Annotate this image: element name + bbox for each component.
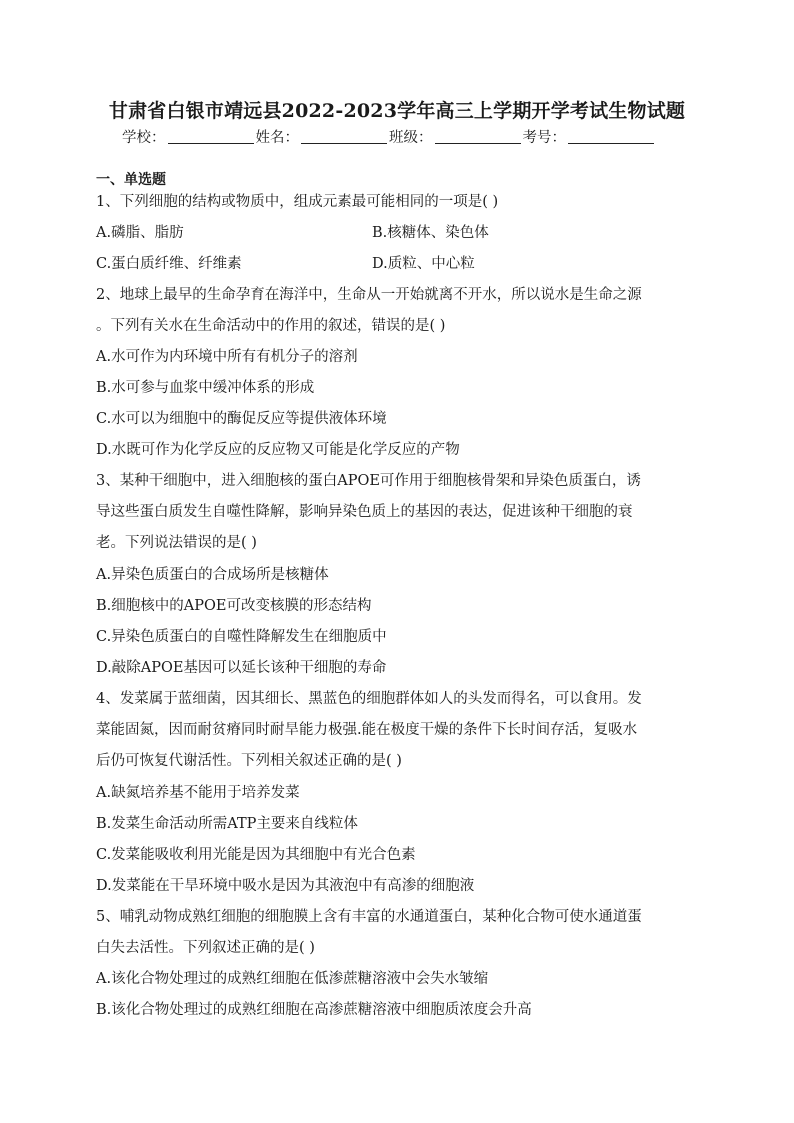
question-4-option-a: A.缺氮培养基不能用于培养发菜 — [96, 785, 300, 801]
question-4-option-d: D.发菜能在干旱环境中吸水是因为其液泡中有高渗的细胞液 — [96, 878, 475, 894]
question-3-stem-cont: 导这些蛋白质发生自噬性降解，影响异染色质上的基因的表达，促进该种干细胞的衰 — [96, 504, 633, 520]
question-4-stem: 4、发菜属于蓝细菌，因其细长、黑蓝色的细胞群体如人的头发而得名，可以食用。发 — [96, 691, 642, 707]
section-heading: 一、单选题 — [96, 172, 166, 188]
question-1-option-d: D.质粒、中心粒 — [372, 256, 475, 272]
question-3-stem: 3、某种干细胞中，进入细胞核的蛋白APOE可作用于细胞核骨架和异染色质蛋白，诱 — [96, 473, 641, 489]
question-3-option-d: D.敲除APOE基因可以延长该种干细胞的寿命 — [96, 660, 387, 676]
question-4-option-c: C.发菜能吸收利用光能是因为其细胞中有光合色素 — [96, 847, 416, 863]
question-4-stem-cont: 菜能固氮，因而耐贫瘠同时耐旱能力极强.能在极度干燥的条件下长时间存活，复吸水 — [96, 722, 638, 738]
question-4-stem-cont: 后仍可恢复代谢活性。下列相关叙述正确的是( ) — [96, 753, 402, 769]
school-label: 学校： — [122, 130, 166, 146]
question-4-option-b: B.发菜生命活动所需ATP主要来自线粒体 — [96, 816, 358, 832]
question-2-option-a: A.水可作为内环境中所有有机分子的溶剂 — [96, 349, 358, 365]
question-3-option-a: A.异染色质蛋白的合成场所是核糖体 — [96, 567, 329, 583]
class-label: 班级： — [389, 130, 433, 146]
question-3-stem-cont: 老。下列说法错误的是( ) — [96, 535, 257, 551]
student-info-line — [122, 126, 682, 147]
question-2-stem-cont: 。下列有关水在生命活动中的作用的叙述，错误的是( ) — [96, 318, 446, 334]
question-5-option-b: B.该化合物处理过的成熟红细胞在高渗蔗糖溶液中细胞质浓度会升高 — [96, 1002, 532, 1018]
exam-no-blank[interactable] — [568, 129, 654, 144]
question-1-option-b: B.核糖体、染色体 — [372, 225, 489, 241]
question-1-stem: 1、下列细胞的结构或物质中，组成元素最可能相同的一项是( ) — [96, 194, 499, 210]
question-2-stem: 2、地球上最早的生命孕育在海洋中，生命从一开始就离不开水，所以说水是生命之源 — [96, 287, 642, 303]
document-title: 甘肃省白银市靖远县2022-2023学年高三上学期开学考试生物试题 — [108, 100, 686, 122]
question-5-stem: 5、哺乳动物成熟红细胞的细胞膜上含有丰富的水通道蛋白，某种化合物可使水通道蛋 — [96, 909, 642, 925]
school-blank[interactable] — [168, 129, 254, 144]
question-3-option-c: C.异染色质蛋白的自噬性降解发生在细胞质中 — [96, 629, 387, 645]
question-5-stem-cont: 白失去活性。下列叙述正确的是( ) — [96, 940, 315, 956]
name-label: 姓名： — [255, 130, 299, 146]
question-5-option-a: A.该化合物处理过的成熟红细胞在低渗蔗糖溶液中会失水皱缩 — [96, 971, 489, 987]
question-2-option-d: D.水既可作为化学反应的反应物又可能是化学反应的产物 — [96, 442, 460, 458]
question-2-option-b: B.水可参与血浆中缓冲体系的形成 — [96, 380, 315, 396]
question-2-option-c: C.水可以为细胞中的酶促反应等提供液体环境 — [96, 411, 387, 427]
question-3-option-b: B.细胞核中的APOE可改变核膜的形态结构 — [96, 598, 372, 614]
exam-no-label: 考号： — [522, 130, 566, 146]
class-blank[interactable] — [435, 129, 521, 144]
name-blank[interactable] — [301, 129, 387, 144]
question-1-option-a: A.磷脂、脂肪 — [96, 225, 184, 241]
question-1-option-c: C.蛋白质纤维、纤维素 — [96, 256, 242, 272]
